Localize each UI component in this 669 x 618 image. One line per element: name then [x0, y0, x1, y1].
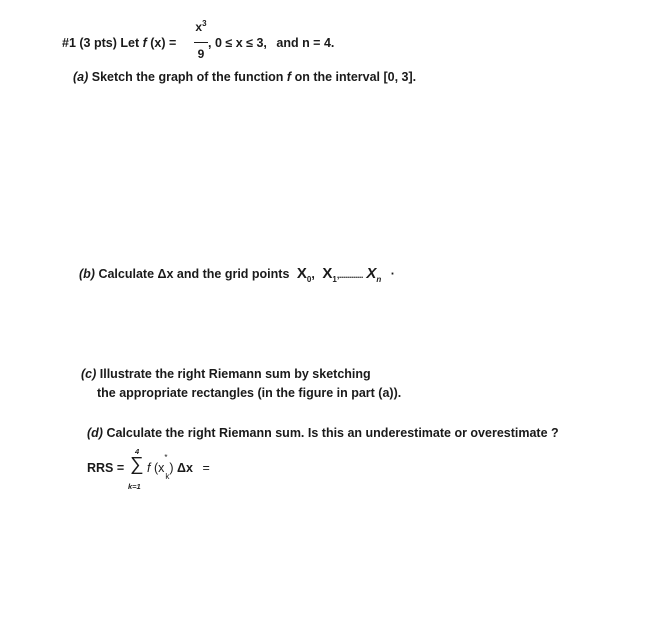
summand-fn: f: [147, 461, 151, 475]
summand: [147, 453, 210, 481]
problem-number: #1: [62, 36, 76, 50]
grid-comma: ,: [311, 267, 315, 281]
problem-points: (3 pts): [79, 36, 117, 50]
grid-end-dot: ·: [390, 267, 395, 281]
numerator-base: x: [195, 20, 203, 34]
function-fraction: [194, 20, 208, 60]
part-b-text: Calculate Δx and the grid points: [98, 267, 290, 281]
numerator-exponent: 3: [202, 19, 207, 28]
delta-x: Δx: [177, 461, 193, 475]
grid-dots: ,............: [336, 270, 363, 280]
summand-arg: (x * $_k$): [153, 453, 174, 481]
part-a: [73, 70, 416, 84]
rrs-label: RRS =: [87, 461, 125, 475]
part-d-text: Calculate the right Riemann sum. Is this an underestimate or overestimate ?: [106, 426, 559, 440]
fraction-bar: [194, 42, 208, 43]
part-b-label: (b): [79, 267, 95, 281]
part-a-text: Sketch the graph of the function: [91, 70, 284, 84]
problem-header: [62, 36, 176, 50]
denominator: 9: [197, 47, 205, 61]
part-d-label: (d): [87, 426, 103, 440]
sigma-lower: k=1: [128, 482, 141, 491]
sigma-symbol: ∑: [130, 454, 144, 475]
function-name: f: [142, 36, 147, 50]
part-c-line2: the appropriate rectangles (in the figure in part (a)).: [97, 386, 402, 400]
part-c-text1: Illustrate the right Riemann sum by sketching: [99, 367, 371, 381]
part-a-label: (a): [73, 70, 89, 84]
part-c-label: (c): [81, 367, 97, 381]
part-a-fn: f: [286, 70, 292, 84]
domain-text: [208, 36, 334, 50]
sigma-upper: 4: [135, 447, 140, 456]
grid-point-xn: $X_n$: [366, 265, 382, 284]
part-d: [87, 426, 559, 440]
n-text: and n = 4.: [276, 36, 335, 50]
part-b: [79, 265, 395, 282]
part-c-line1: [81, 367, 371, 381]
grid-point-x1: $X_1$: [322, 265, 337, 284]
let-text: Let: [120, 36, 140, 50]
part-a-text2: on the interval [0, 3].: [294, 70, 417, 84]
function-arg: (x) =: [150, 36, 177, 50]
rrs-equals: =: [202, 461, 210, 475]
domain: , 0 ≤ x ≤ 3,: [208, 36, 267, 50]
grid-point-x0: $X_0$: [296, 265, 312, 284]
